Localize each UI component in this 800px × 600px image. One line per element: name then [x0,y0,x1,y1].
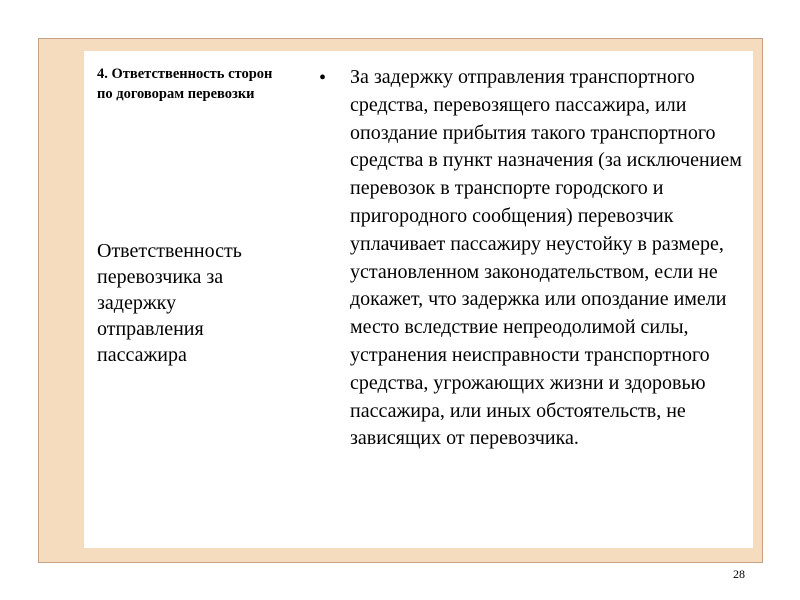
section-subtitle: Ответственность перевозчика за задержку отправления пассажира [97,240,242,366]
page-number: 28 [733,567,745,581]
section-title: 4. Ответственность сторон по договорам перевозки [97,66,273,102]
content-panel [84,51,753,548]
bullet-paragraph: За задержку отправления транспортного средства, перевозящего пассажира, или опоздание прибытия такого транспортного средства в пункт назначения (за исключением перевозок в транспорте городского и пригородного сообщения) перевозчик уплачивает пассажиру неустойку в размере, установленном законодательством, если не докажет, что задержка или опоздание имели место вследствие непреодолимой силы, устранения неисправности транспортного средства, угрожающих жизни и здоровью пассажира, или иных обстоятельств, не зависящих от перевозчика. [350,66,742,450]
bullet-marker: • [319,67,327,89]
